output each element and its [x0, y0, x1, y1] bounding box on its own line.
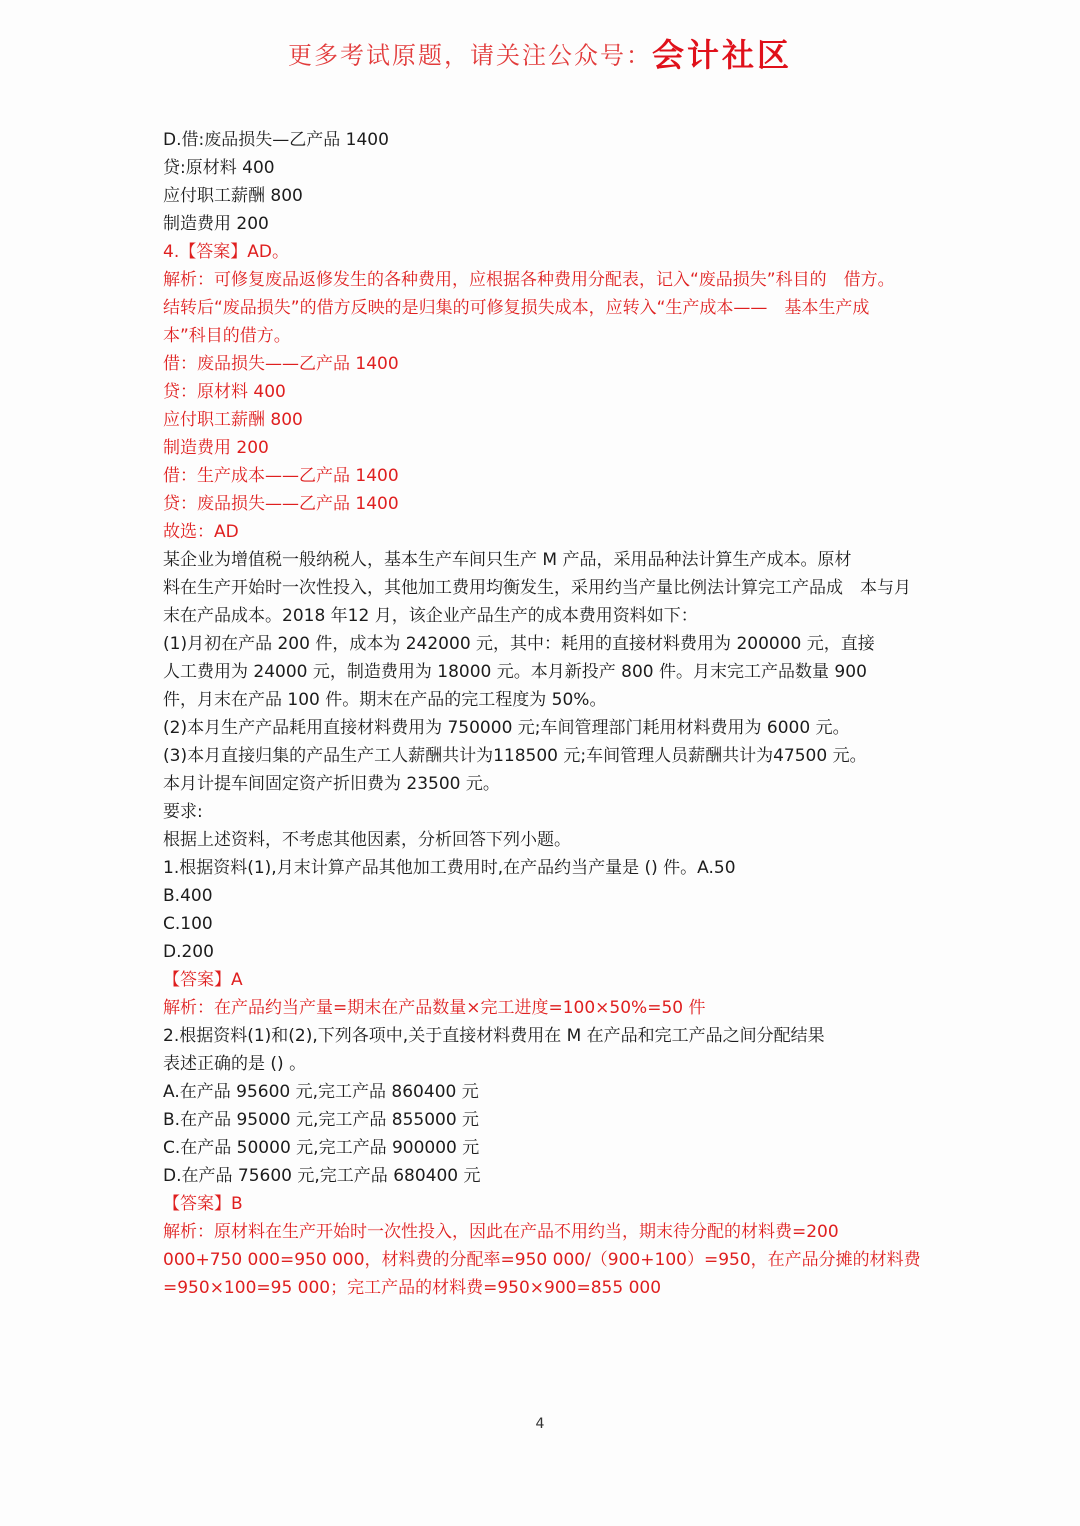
- text-line: B.在产品 95000 元,完工产品 855000 元: [163, 1110, 480, 1130]
- text-line: 末在产品成本。2018 年12 月，该企业产品生产的成本费用资料如下：: [163, 606, 698, 626]
- text-line: C.在产品 50000 元,完工产品 900000 元: [163, 1138, 480, 1158]
- text-line: 要求:: [163, 802, 203, 822]
- answer-line: 应付职工薪酬 800: [163, 410, 303, 430]
- text-line: (2)本月生产产品耗用直接材料费用为 750000 元;车间管理部门耗用材料费用为 6000 元。: [163, 718, 850, 738]
- text-line: 料在生产开始时一次性投入，其他加工费用均衡发生，采用约当产量比例法计算完工产品成 本与月: [163, 578, 911, 598]
- answer-line: 解析：原材料在生产开始时一次性投入，因此在产品不用约当，期末待分配的材料费=200: [163, 1222, 839, 1242]
- answer-line: 本”科目的借方。: [163, 326, 291, 346]
- answer-line: 000+750 000=950 000，材料费的分配率=950 000/（900+100）=950，在产品分摊的材料费: [163, 1250, 921, 1270]
- answer-line: =950×100=95 000；完工产品的材料费=950×900=855 000: [163, 1278, 662, 1298]
- answer-line: 贷：原材料 400: [163, 382, 286, 402]
- answer-line: 4.【答案】AD。: [163, 242, 289, 262]
- text-line: 根据上述资料，不考虑其他因素，分析回答下列小题。: [163, 830, 571, 850]
- text-line: 制造费用 200: [163, 214, 269, 234]
- document-body: [163, 126, 943, 1302]
- promo-header-text: 更多考试原题，请关注公众号：: [287, 41, 652, 70]
- promo-header-brand: 会计社区: [651, 36, 792, 74]
- answer-line: 【答案】B: [163, 1194, 243, 1214]
- text-line: B.400: [163, 886, 213, 906]
- text-line: 人工费用为 24000 元，制造费用为 18000 元。本月新投产 800 件。月末完工产品数量 900: [163, 662, 867, 682]
- text-line: 1.根据资料(1),月末计算产品其他加工费用时,在产品约当产量是 () 件。A.50: [163, 858, 736, 878]
- answer-line: 故选：AD: [163, 522, 239, 542]
- answer-line: 贷：废品损失——乙产品 1400: [163, 494, 399, 514]
- text-line: D.借:废品损失—乙产品 1400: [163, 130, 389, 150]
- text-line: 表述正确的是 () 。: [163, 1054, 307, 1074]
- answer-line: 解析：可修复废品返修发生的各种费用，应根据各种费用分配表，记入“废品损失”科目的 借方。: [163, 270, 895, 290]
- text-line: (1)月初在产品 200 件，成本为 242000 元，其中：耗用的直接材料费用为 200000 元，直接: [163, 634, 875, 654]
- text-line: D.200: [163, 942, 214, 962]
- answer-line: 结转后“废品损失”的借方反映的是归集的可修复损失成本，应转入“生产成本—— 基本生产成: [163, 298, 870, 318]
- text-line: 贷:原材料 400: [163, 158, 275, 178]
- answer-line: 【答案】A: [163, 970, 243, 990]
- page-number: 4: [535, 1416, 545, 1432]
- answer-line: 解析：在产品约当产量=期末在产品数量×完工进度=100×50%=50 件: [163, 998, 706, 1018]
- text-line: 应付职工薪酬 800: [163, 186, 303, 206]
- text-line: 某企业为增值税一般纳税人，基本生产车间只生产 M 产品，采用品种法计算生产成本。原材: [163, 550, 852, 570]
- answer-line: 借：生产成本——乙产品 1400: [163, 466, 399, 486]
- promo-header: [0, 30, 1080, 80]
- text-line: 本月计提车间固定资产折旧费为 23500 元。: [163, 774, 500, 794]
- text-line: A.在产品 95600 元,完工产品 860400 元: [163, 1082, 479, 1102]
- text-line: C.100: [163, 914, 213, 934]
- text-line: 件，月末在产品 100 件。期末在产品的完工程度为 50%。: [163, 690, 607, 710]
- text-line: D.在产品 75600 元,完工产品 680400 元: [163, 1166, 481, 1186]
- text-line: 2.根据资料(1)和(2),下列各项中,关于直接材料费用在 M 在产品和完工产品之间分配结果: [163, 1026, 825, 1046]
- text-line: (3)本月直接归集的产品生产工人薪酬共计为118500 元;车间管理人员薪酬共计为47500 元。: [163, 746, 867, 766]
- answer-line: 借：废品损失——乙产品 1400: [163, 354, 399, 374]
- answer-line: 制造费用 200: [163, 438, 269, 458]
